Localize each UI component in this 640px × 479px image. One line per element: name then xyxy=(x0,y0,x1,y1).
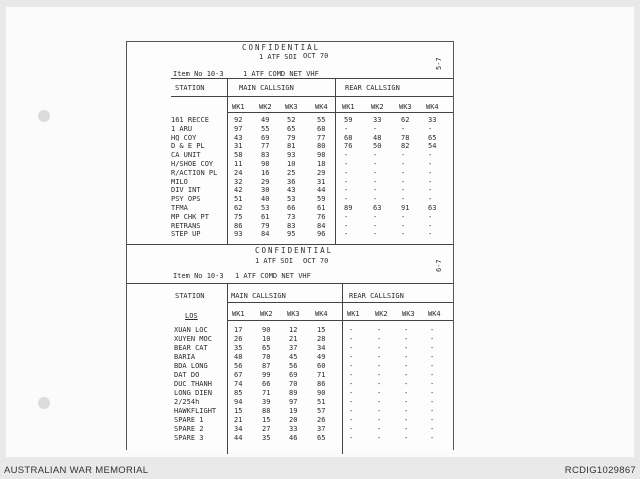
callsign-value: - xyxy=(430,380,435,388)
callsign-value: - xyxy=(377,371,382,379)
callsign-value: - xyxy=(349,398,354,406)
footer-id: RCDIG1029867 xyxy=(564,465,636,476)
callsign-value: - xyxy=(428,186,433,195)
station-name: CA UNIT xyxy=(171,151,201,160)
callsign-value: 75 xyxy=(234,212,243,221)
callsign-value: 51 xyxy=(317,398,326,406)
callsign-value: 34 xyxy=(234,425,243,433)
week-header: WK2 xyxy=(259,103,272,111)
callsign-value: 70 xyxy=(289,380,298,388)
callsign-value: - xyxy=(430,353,435,361)
station-name: TFMA xyxy=(171,204,188,212)
punch-hole xyxy=(38,397,50,409)
rule xyxy=(127,283,453,284)
net-name: 1 ATF COMD NET VHF xyxy=(235,272,311,280)
callsign-value: - xyxy=(349,344,354,352)
week-header: WK4 xyxy=(315,310,328,318)
callsign-value: - xyxy=(377,416,382,424)
callsign-value: 56 xyxy=(234,362,243,370)
callsign-value: - xyxy=(428,212,433,221)
callsign-value: 76 xyxy=(344,142,353,151)
callsign-value: 21 xyxy=(234,416,243,424)
callsign-value: 46 xyxy=(289,434,298,442)
rule xyxy=(171,96,453,97)
callsign-value: 51 xyxy=(234,195,243,204)
callsign-value: - xyxy=(377,425,382,433)
station-name: XUYEN MOC xyxy=(174,335,212,343)
soi-date: OCT 70 xyxy=(303,257,329,265)
callsign-value: 77 xyxy=(261,142,270,151)
callsign-value: 99 xyxy=(262,371,271,379)
column-divider xyxy=(227,79,228,244)
callsign-value: 37 xyxy=(289,344,298,352)
callsign-value: 82 xyxy=(401,142,410,151)
callsign-value: 36 xyxy=(287,177,296,186)
callsign-value: 93 xyxy=(234,230,243,239)
callsign-value: 12 xyxy=(289,326,298,334)
callsign-value: 69 xyxy=(261,133,270,142)
callsign-value: 86 xyxy=(234,221,243,230)
callsign-value: 43 xyxy=(287,186,296,195)
callsign-value: 62 xyxy=(401,116,410,124)
callsign-value: - xyxy=(373,221,378,230)
station-name: PSY OPS xyxy=(171,195,201,204)
callsign-value: 59 xyxy=(344,116,353,124)
station-name: RETRANS xyxy=(171,221,201,230)
callsign-value: - xyxy=(373,212,378,221)
column-divider xyxy=(335,79,336,244)
callsign-value: 66 xyxy=(287,204,296,212)
week-header: WK4 xyxy=(428,310,441,318)
callsign-value: 53 xyxy=(261,204,270,212)
callsign-value: - xyxy=(404,425,409,433)
callsign-value: - xyxy=(349,407,354,415)
callsign-value: 15 xyxy=(234,407,243,415)
callsign-value: 85 xyxy=(234,389,243,397)
callsign-value: 61 xyxy=(261,212,270,221)
callsign-value: 90 xyxy=(262,326,271,334)
week-header: WK1 xyxy=(232,310,245,318)
callsign-value: - xyxy=(349,362,354,370)
callsign-value: - xyxy=(430,416,435,424)
callsign-value: 24 xyxy=(234,168,243,177)
callsign-value: 45 xyxy=(289,353,298,361)
callsign-value: 66 xyxy=(262,380,271,388)
callsign-value: - xyxy=(377,407,382,415)
main-callsign-header: MAIN CALLSIGN xyxy=(239,84,294,92)
callsign-value: 70 xyxy=(262,353,271,361)
callsign-value: - xyxy=(430,371,435,379)
callsign-value: 92 xyxy=(234,116,243,124)
callsign-value: 33 xyxy=(373,116,382,124)
station-name: DUC THANH xyxy=(174,380,212,388)
callsign-value: 58 xyxy=(234,151,243,160)
station-name: 161 RECCE xyxy=(171,116,209,124)
callsign-value: - xyxy=(373,151,378,160)
station-name: SPARE 3 xyxy=(174,434,204,442)
callsign-value: 52 xyxy=(287,116,296,124)
callsign-value: 71 xyxy=(262,389,271,397)
callsign-value: - xyxy=(404,344,409,352)
callsign-value: 30 xyxy=(261,186,270,195)
station-name: BARIA xyxy=(174,353,196,361)
net-name: 1 ATF COMD NET VHF xyxy=(243,70,319,78)
callsign-value: 56 xyxy=(289,362,298,370)
callsign-value: - xyxy=(404,326,409,334)
callsign-value: 60 xyxy=(317,362,326,370)
callsign-value: - xyxy=(377,398,382,406)
station-name: LONG DIEN xyxy=(174,389,212,397)
callsign-value: 63 xyxy=(373,204,382,212)
callsign-value: 39 xyxy=(262,398,271,406)
callsign-value: - xyxy=(373,230,378,239)
callsign-value: 89 xyxy=(289,389,298,397)
callsign-value: 15 xyxy=(317,326,326,334)
callsign-value: 25 xyxy=(287,168,296,177)
station-name: HQ COY xyxy=(171,133,197,142)
callsign-value: 65 xyxy=(317,434,326,442)
callsign-value: 19 xyxy=(289,407,298,415)
callsign-value: - xyxy=(344,177,349,186)
callsign-value: 33 xyxy=(428,116,437,124)
callsign-value: 81 xyxy=(287,142,296,151)
callsign-value: - xyxy=(401,168,406,177)
station-name: DIV INT xyxy=(171,186,201,195)
week-header: WK1 xyxy=(232,103,245,111)
callsign-value: - xyxy=(373,124,378,133)
callsign-value: 98 xyxy=(261,160,270,168)
callsign-value: 54 xyxy=(428,142,437,151)
punch-hole xyxy=(38,110,50,122)
callsign-value: 71 xyxy=(317,371,326,379)
callsign-value: 74 xyxy=(234,380,243,388)
callsign-value: - xyxy=(430,389,435,397)
rear-callsign-header: REAR CALLSIGN xyxy=(345,84,400,92)
callsign-value: 50 xyxy=(373,142,382,151)
callsign-value: - xyxy=(349,353,354,361)
station-name: 1 ARU xyxy=(171,124,193,133)
soi-date: OCT 70 xyxy=(303,52,329,60)
callsign-value: - xyxy=(377,389,382,397)
callsign-value: 32 xyxy=(234,177,243,186)
callsign-value: 27 xyxy=(262,425,271,433)
callsign-value: - xyxy=(428,195,433,204)
callsign-value: 37 xyxy=(317,425,326,433)
station-name: STEP UP xyxy=(171,230,201,239)
callsign-value: 98 xyxy=(317,151,326,160)
callsign-value: 87 xyxy=(262,362,271,370)
callsign-value: 88 xyxy=(262,407,271,415)
station-name: BEAR CAT xyxy=(174,344,208,352)
callsign-value: - xyxy=(430,326,435,334)
callsign-value: 96 xyxy=(317,230,326,239)
callsign-value: - xyxy=(430,434,435,442)
station-name: MILO xyxy=(171,177,188,186)
callsign-value: 94 xyxy=(234,398,243,406)
callsign-value: 69 xyxy=(289,371,298,379)
callsign-value: - xyxy=(377,353,382,361)
callsign-value: 31 xyxy=(234,142,243,151)
callsign-value: - xyxy=(404,389,409,397)
callsign-value: - xyxy=(344,151,349,160)
callsign-value: - xyxy=(349,326,354,334)
callsign-value: - xyxy=(377,326,382,334)
station-name: BDA LONG xyxy=(174,362,208,370)
callsign-value: - xyxy=(349,380,354,388)
callsign-value: - xyxy=(404,416,409,424)
callsign-value: 65 xyxy=(428,133,437,142)
callsign-value: 49 xyxy=(261,116,270,124)
callsign-value: 16 xyxy=(261,168,270,177)
callsign-value: - xyxy=(373,195,378,204)
station-name: SPARE 2 xyxy=(174,425,204,433)
callsign-value: 77 xyxy=(317,133,326,142)
callsign-value: - xyxy=(401,151,406,160)
callsign-value: - xyxy=(349,425,354,433)
callsign-value: - xyxy=(404,380,409,388)
callsign-value: - xyxy=(404,434,409,442)
callsign-value: - xyxy=(404,362,409,370)
week-header: WK4 xyxy=(426,103,439,111)
section-divider xyxy=(127,244,453,245)
callsign-value: - xyxy=(428,124,433,133)
callsign-value: - xyxy=(401,212,406,221)
callsign-value: 29 xyxy=(261,177,270,186)
callsign-value: 79 xyxy=(287,133,296,142)
callsign-value: - xyxy=(430,344,435,352)
callsign-value: - xyxy=(404,407,409,415)
callsign-value: - xyxy=(401,177,406,186)
callsign-value: 62 xyxy=(234,204,243,212)
confidential-header: CONFIDENTIAL xyxy=(242,43,321,52)
callsign-value: - xyxy=(373,177,378,186)
callsign-value: - xyxy=(428,168,433,177)
callsign-value: - xyxy=(430,425,435,433)
callsign-value: 68 xyxy=(344,133,353,142)
callsign-value: 40 xyxy=(261,195,270,204)
callsign-value: - xyxy=(401,221,406,230)
station-name: MP CHK PT xyxy=(171,212,209,221)
callsign-value: 91 xyxy=(401,204,410,212)
callsign-value: - xyxy=(344,160,349,168)
callsign-value: 28 xyxy=(317,335,326,343)
main-callsign-header: MAIN CALLSIGN xyxy=(231,292,286,300)
week-header: WK1 xyxy=(347,310,360,318)
station-name: 2/254h xyxy=(174,398,200,406)
callsign-value: 21 xyxy=(289,335,298,343)
week-header: WK3 xyxy=(287,310,300,318)
callsign-value: 73 xyxy=(287,212,296,221)
callsign-value: - xyxy=(404,335,409,343)
callsign-value: 48 xyxy=(234,353,243,361)
soi-title: 1 ATF SOI xyxy=(255,257,293,265)
week-header: WK2 xyxy=(260,310,273,318)
station-name: D & E PL xyxy=(171,142,205,151)
callsign-value: - xyxy=(344,195,349,204)
callsign-value: 55 xyxy=(261,124,270,133)
footer-credit: AUSTRALIAN WAR MEMORIAL xyxy=(4,465,149,476)
week-header: WK3 xyxy=(402,310,415,318)
callsign-value: - xyxy=(344,186,349,195)
callsign-value: 26 xyxy=(317,416,326,424)
week-header: WK4 xyxy=(315,103,328,111)
callsign-value: - xyxy=(401,186,406,195)
callsign-value: - xyxy=(430,407,435,415)
week-header: WK3 xyxy=(285,103,298,111)
callsign-value: - xyxy=(428,151,433,160)
rule xyxy=(227,302,453,303)
callsign-value: - xyxy=(344,230,349,239)
callsign-value: 43 xyxy=(234,133,243,142)
callsign-value: - xyxy=(428,221,433,230)
callsign-value: - xyxy=(377,335,382,343)
callsign-value: - xyxy=(428,160,433,168)
callsign-value: - xyxy=(401,160,406,168)
callsign-value: 18 xyxy=(317,160,326,168)
callsign-value: 86 xyxy=(317,380,326,388)
callsign-value: - xyxy=(404,353,409,361)
callsign-value: - xyxy=(344,168,349,177)
callsign-value: - xyxy=(430,398,435,406)
callsign-value: 76 xyxy=(317,212,326,221)
week-header: WK3 xyxy=(399,103,412,111)
week-header: WK2 xyxy=(375,310,388,318)
callsign-value: - xyxy=(401,124,406,133)
callsign-value: 49 xyxy=(317,353,326,361)
callsign-value: - xyxy=(428,177,433,186)
station-name: DAT DO xyxy=(174,371,200,379)
callsign-value: - xyxy=(344,221,349,230)
callsign-value: 20 xyxy=(289,416,298,424)
callsign-value: 97 xyxy=(234,124,243,133)
station-name: R/ACTION PL xyxy=(171,168,218,177)
station-name: HAWKFLIGHT xyxy=(174,407,217,415)
item-number: Item No 10-3 xyxy=(173,272,224,280)
callsign-value: 57 xyxy=(317,407,326,415)
callsign-value: - xyxy=(349,416,354,424)
page-ref: 5-7 xyxy=(435,57,443,70)
callsign-value: 10 xyxy=(262,335,271,343)
callsign-value: - xyxy=(373,160,378,168)
callsign-value: - xyxy=(373,168,378,177)
callsign-value: 93 xyxy=(287,151,296,160)
item-number: Item No 10-3 xyxy=(173,70,224,78)
callsign-value: - xyxy=(401,195,406,204)
callsign-value: 65 xyxy=(262,344,271,352)
callsign-value: 55 xyxy=(317,116,326,124)
callsign-value: 89 xyxy=(344,204,353,212)
callsign-value: 67 xyxy=(234,371,243,379)
callsign-value: 83 xyxy=(261,151,270,160)
callsign-value: 63 xyxy=(428,204,437,212)
callsign-value: 31 xyxy=(317,177,326,186)
callsign-value: - xyxy=(404,398,409,406)
callsign-value: - xyxy=(349,335,354,343)
callsign-value: - xyxy=(349,371,354,379)
callsign-value: - xyxy=(373,186,378,195)
week-header: WK2 xyxy=(371,103,384,111)
callsign-value: 11 xyxy=(234,160,243,168)
callsign-value: 15 xyxy=(262,416,271,424)
callsign-value: - xyxy=(401,230,406,239)
rule xyxy=(227,112,453,113)
document-sheet xyxy=(126,41,454,450)
callsign-value: 44 xyxy=(234,434,243,442)
callsign-value: 35 xyxy=(262,434,271,442)
callsign-value: 44 xyxy=(317,186,326,195)
callsign-value: 68 xyxy=(317,124,326,133)
callsign-value: 84 xyxy=(261,230,270,239)
los-header: LOS xyxy=(185,312,198,320)
callsign-value: - xyxy=(377,380,382,388)
station-name: SPARE 1 xyxy=(174,416,204,424)
soi-title: 1 ATF SOI xyxy=(259,53,297,61)
callsign-value: - xyxy=(428,230,433,239)
callsign-value: 33 xyxy=(289,425,298,433)
callsign-value: - xyxy=(377,344,382,352)
station-name: XUAN LOC xyxy=(174,326,208,334)
callsign-value: 48 xyxy=(373,133,382,142)
rule xyxy=(227,320,453,321)
callsign-value: 10 xyxy=(287,160,296,168)
page-ref: 6-7 xyxy=(435,259,443,272)
callsign-value: 17 xyxy=(234,326,243,334)
callsign-value: 84 xyxy=(317,221,326,230)
station-name: H/SHOE COY xyxy=(171,160,214,168)
column-divider xyxy=(227,284,228,454)
station-header: STATION xyxy=(175,84,205,92)
callsign-value: 29 xyxy=(317,168,326,177)
callsign-value: - xyxy=(349,434,354,442)
callsign-value: 53 xyxy=(287,195,296,204)
callsign-value: - xyxy=(404,371,409,379)
week-header: WK1 xyxy=(342,103,355,111)
rear-callsign-header: REAR CALLSIGN xyxy=(349,292,404,300)
callsign-value: 95 xyxy=(287,230,296,239)
callsign-value: 65 xyxy=(287,124,296,133)
callsign-value: 80 xyxy=(317,142,326,151)
rule xyxy=(171,78,453,79)
callsign-value: - xyxy=(430,362,435,370)
callsign-value: 59 xyxy=(317,195,326,204)
column-divider xyxy=(342,284,343,454)
callsign-value: 79 xyxy=(261,221,270,230)
callsign-value: 90 xyxy=(317,389,326,397)
callsign-value: 42 xyxy=(234,186,243,195)
callsign-value: - xyxy=(344,124,349,133)
confidential-header: CONFIDENTIAL xyxy=(255,246,334,255)
callsign-value: 35 xyxy=(234,344,243,352)
callsign-value: 97 xyxy=(289,398,298,406)
callsign-value: 78 xyxy=(401,133,410,142)
callsign-value: - xyxy=(344,212,349,221)
station-header: STATION xyxy=(175,292,205,300)
callsign-value: 26 xyxy=(234,335,243,343)
callsign-value: - xyxy=(430,335,435,343)
callsign-value: 34 xyxy=(317,344,326,352)
callsign-value: - xyxy=(349,389,354,397)
callsign-value: - xyxy=(377,362,382,370)
callsign-value: 61 xyxy=(317,204,326,212)
callsign-value: - xyxy=(377,434,382,442)
callsign-value: 83 xyxy=(287,221,296,230)
